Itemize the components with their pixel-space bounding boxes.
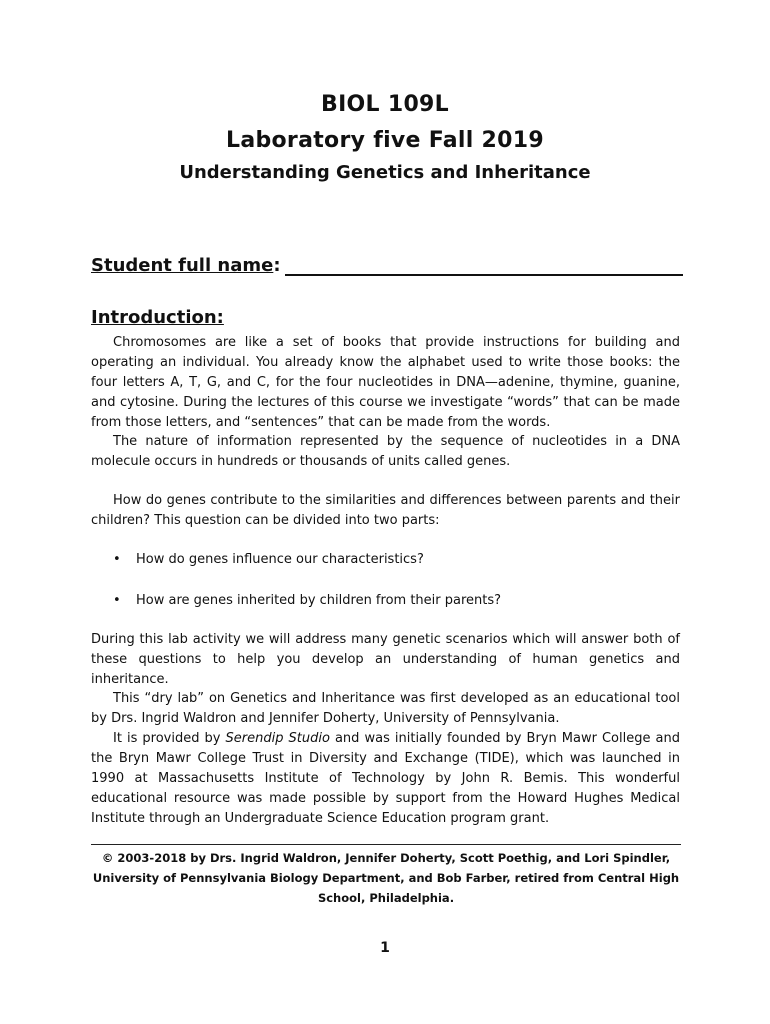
intro-paragraph-4: During this lab activity we will address many genetic scenarios which will answer both of these questions to help you develop an understanding of human genetics and inheritance.	[91, 632, 680, 687]
student-name-label: Student full name	[91, 255, 274, 276]
introduction-heading: Introduction:	[91, 307, 224, 328]
intro-paragraph-1: Chromosomes are like a set of books that provide instructions for building and operating an individual. You already know the alphabet used to write those books: the four letters A, T, G, and C, for the four nucleotides in DNA—adenine, thymine, guanine, and cytosine. During the lectures of this course we investigate “words” that can be made from those letters, and “sentences” that can be made from the words.	[91, 335, 680, 430]
footer-divider	[91, 844, 681, 845]
intro-paragraph-5: This “dry lab” on Genetics and Inheritance was first developed as an educational tool by Drs. Ingrid Waldron and Jennifer Doherty, University of Pennsylvania.	[91, 691, 680, 726]
paragraph-6-start: It is provided by	[113, 731, 226, 746]
intro-paragraph-6	[91, 729, 680, 829]
intro-paragraph-2: The nature of information represented by the sequence of nucleotides in a DNA molecule occurs in hundreds or thousands of units called genes.	[91, 434, 680, 469]
lab-title: Laboratory five Fall 2019	[226, 128, 544, 153]
student-name-row	[91, 250, 683, 276]
course-title: BIOL 109L	[321, 92, 449, 117]
copyright-notice: © 2003-2018 by Drs. Ingrid Waldron, Jennifer Doherty, Scott Poethig, and Lori Spindler, University of Pennsylvania Biology Department, and Bob Farber, retired from Central High School, Philadelphia.	[92, 851, 680, 905]
lab-subtitle: Understanding Genetics and Inheritance	[179, 162, 591, 183]
paragraph-6-rest: and was initially founded by Bryn Mawr College and the Bryn Mawr College Trust in Diversity and Exchange (TIDE), which was launched in 1990 at Massachusetts Institute of Technology by John R. Bemis. This wonderful educational resource was made possible by support from the Howard Hughes Medical Institute through an Undergraduate Science Education program grant.	[91, 731, 680, 826]
serendip-studio-name: Serendip Studio	[225, 731, 330, 746]
intro-paragraph-3: How do genes contribute to the similarities and differences between parents and their children? This question can be divided into two parts:	[91, 493, 680, 528]
student-name-field[interactable]	[285, 254, 683, 276]
bullet-icon: •	[113, 593, 121, 608]
bullet-icon: •	[113, 552, 121, 567]
page-number: 1	[380, 940, 390, 956]
list-item-text: How are genes inherited by children from their parents?	[136, 593, 502, 608]
list-item-text: How do genes influence our characteristics?	[136, 552, 424, 567]
student-name-colon: :	[273, 255, 281, 276]
